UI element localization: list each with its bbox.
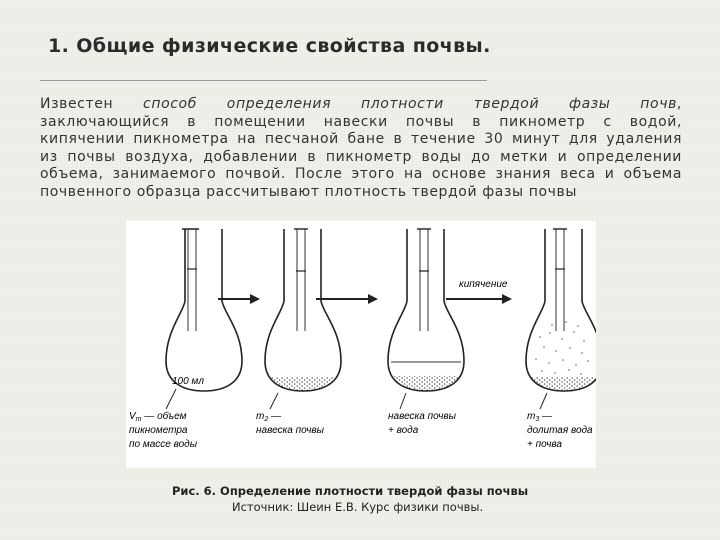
svg-text:долитая вода: долитая вода: [527, 425, 593, 436]
pycnometer-figure: [126, 221, 596, 468]
arrow-icon: [316, 294, 378, 304]
label-soil-sample: $m_2$ —: [256, 411, 282, 423]
flask-filled: [521, 229, 596, 409]
body-paragraph: [40, 96, 682, 201]
arrow-icon: [218, 294, 260, 304]
flask-soil-water: [381, 229, 471, 409]
boiling-arrow: [446, 279, 512, 304]
paragraph-line: из почвы воздуха, добавлении в пикнометр воды до метки и определении: [40, 148, 682, 165]
flask-labels: [129, 410, 593, 450]
paragraph-line: кипячении пикнометра на песчаной бане в течение 30 минут для удаления: [40, 131, 682, 147]
paragraph-line: объема, занимаемого почвой. После этого на основе знания веса и объема: [40, 166, 682, 182]
label-soil-water: навеска почвы: [388, 411, 456, 422]
emphasis-text: способ определения плотности твердой фазы почв: [143, 96, 677, 112]
paragraph-line: почвенного образца рассчитывают плотность твердой фазы почвы: [40, 183, 578, 200]
caption-title: Рис. 6. Определение плотности твердой фазы почвы: [172, 484, 529, 498]
flask-empty: [166, 229, 242, 409]
svg-text:+ почва: + почва: [527, 439, 562, 450]
label-added-water: $m_3$ —: [527, 411, 553, 423]
paragraph-line: заключающийся в помещении навески почвы в пикнометр с водой,: [40, 113, 682, 130]
paragraph-line: Известен способ определения плотности твердой фазы почв,: [40, 96, 682, 112]
figure-caption: [172, 484, 529, 514]
svg-text:пикнометра: пикнометра: [129, 425, 188, 436]
title-divider: [40, 80, 487, 81]
label-volume: $V_т$ — объем: [129, 411, 187, 423]
boiling-label: кипячение: [459, 279, 508, 290]
flask-with-soil: [246, 229, 346, 409]
flask-volume-label: 100 мл: [172, 376, 204, 387]
svg-text:по массе воды: по массе воды: [129, 439, 198, 450]
svg-text:+ вода: + вода: [388, 425, 419, 436]
svg-text:навеска почвы: навеска почвы: [256, 425, 324, 436]
caption-source: Источник: Шеин Е.В. Курс физики почвы.: [232, 500, 484, 514]
figure-illustration: [126, 221, 596, 468]
page-title: 1. Общие физические свойства почвы.: [48, 35, 491, 57]
